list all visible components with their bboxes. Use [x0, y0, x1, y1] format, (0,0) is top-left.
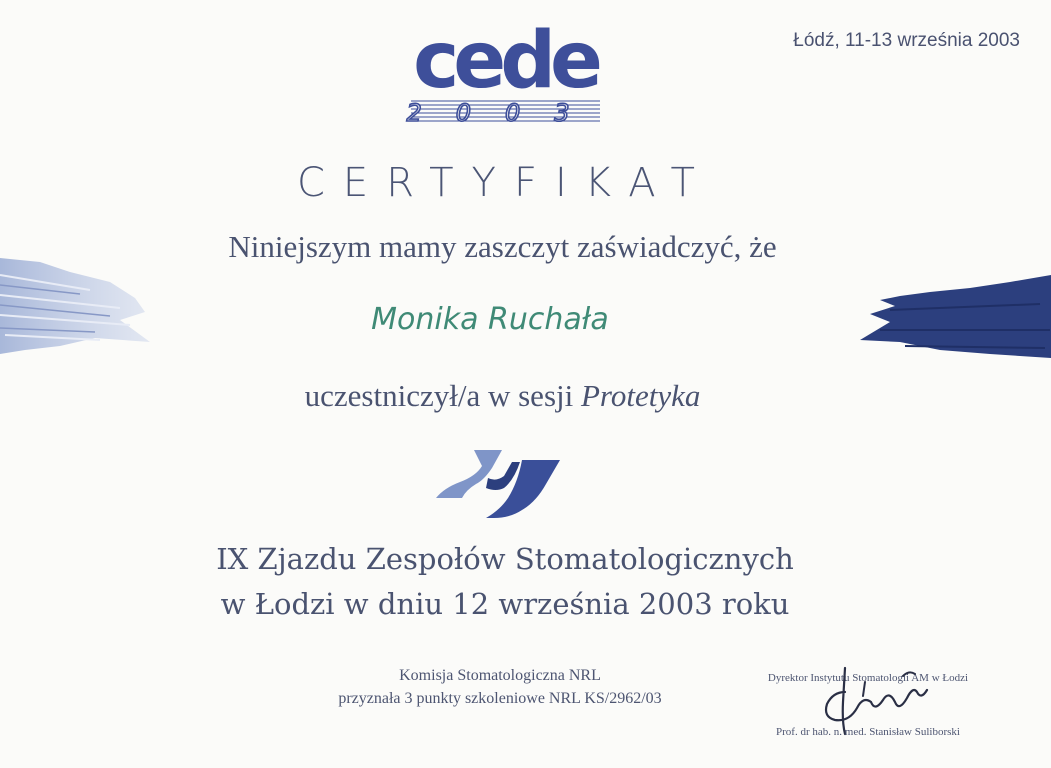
participation-line: [0, 378, 1005, 414]
svg-text:cede: cede: [413, 16, 597, 106]
director-name: Prof. dr hab. n. med. Stanisław Suliborski: [776, 726, 960, 738]
director-title: Dyrektor Instytutu Stomatologii AM w Łodzi: [767, 672, 969, 684]
intro-text: Niniejszym mamy zaszczyt zaświadczyć, że: [228, 229, 777, 264]
participation-prefix: uczestniczył/a w sesji: [304, 378, 574, 413]
date-place: Łódź, 11-13 września 2003: [793, 30, 1020, 51]
svg-text:2003: 2003: [406, 99, 604, 127]
commission-block: [290, 664, 710, 710]
recipient-name: Monika Ruchała: [371, 302, 609, 337]
stomatology-s-emblem-icon: [436, 448, 564, 520]
commission-line-2: przyznała 3 punkty szkoleniowe NRL KS/2962/03: [338, 690, 662, 707]
certificate-title: CERTYFIKAT: [297, 160, 713, 206]
session-name: Protetyka: [580, 378, 701, 413]
event-line-1: IX Zjazdu Zespołów Stomatologicznych: [216, 542, 794, 576]
event-line-2: w Łodzi w dniu 12 września 2003 roku: [220, 587, 790, 621]
cede-2003-logo: [405, 15, 605, 130]
commission-line-1: Komisja Stomatologiczna NRL: [399, 667, 601, 684]
